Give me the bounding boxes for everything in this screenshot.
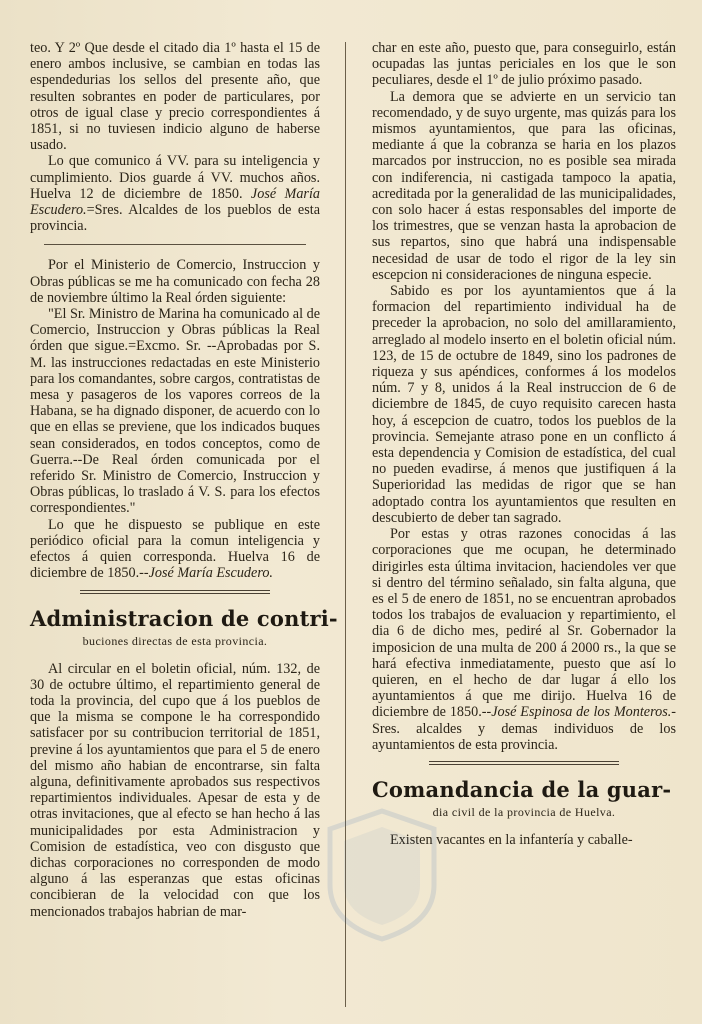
- section-rule: [44, 244, 306, 245]
- paragraph: Por el Ministerio de Comercio, Instruccion y Obras públicas se me ha comunicado con fecha 28 de noviembre último la Real órden siguiente:: [30, 257, 320, 306]
- section-double-rule: [80, 590, 270, 594]
- paragraph: "El Sr. Ministro de Marina ha comunicado al de Comercio, Instruccion y Obras públicas la Real órden que sigue.=Excmo. Sr. --Aprobadas por S. M. las instrucciones redactadas en este Ministerio para los comandantes, sobre cargos, contratistas de mesa y pasageros de los vapores correos de la Habana, se ha dignado disponer, de acuerdo con lo que en ellas se previene, que los indicados buques sean considerados, en todos conceptos, como de Guerra.--De Real órden comunicada por el referido Sr. Ministro de Comercio, Instruccion y Obras públicas, lo traslado á V. S. para los efectos correspondientes.": [30, 306, 320, 517]
- signature: José María Escudero.: [148, 565, 273, 582]
- paragraph-tail: =Sres. Alcaldes de los pueblos de esta provincia.: [30, 202, 320, 235]
- left-column: [30, 40, 338, 920]
- signature: José María Escudero.: [30, 185, 320, 219]
- paragraph: teo. Y 2º Que desde el citado dia 1º hasta el 15 de enero ambos inclusive, se cambian en todas las espendedurias los sellos del presente año, que resulten sobrantes en poder de particulares, por otros de igual clase y precio correspondientes á 1851, si no tuviesen indicio alguno de haberse usado.: [30, 40, 320, 154]
- paragraph: La demora que se advierte en un servicio tan recomendado, y de suyo urgente, mas quizás para los mismos ayuntamientos, que para las oficinas, mediante á que la cobranza se haria en los plazos marcados por instruccion, no es posible sea mirada con indiferencia, ni castigada tampoco la apatia, acreditada por la generalidad de las municipalidades, con solo hacer á estas responsables del importe de los trimestres, que se venzan hasta la aprobacion de sus repartos, sino que habrá una indispensable necesidad de usar de todo el rigor de la ley sin escepcion ni consideraciones de ninguna especie.: [372, 88, 676, 283]
- section-heading: Administracion de contri-: [30, 605, 338, 631]
- paragraph: Sabido es por los ayuntamientos que á la formacion del repartimiento individual ha de preceder la aprobacion, no solo del amillaramiento, arreglado al modelo inserto en el boletin oficial núm. 123, de 15 de octubre de 1849, sino los padrones de riqueza y sus apéndices, conformes á los modelos núm. 7 y 8, unidos á la Real instruccion de 6 de diciembre de 1845, de cuyo requisito carecen hasta hoy, á escepcion de cuatro, todos los pueblos de la provincia. Semejante atraso pone en un conflicto á esta dependencia y Comision de estadística, del cual no pueden evadirse, á menos que justifiquen á la Superioridad las medidas de rigor que se han adoptado contra los ayuntamientos que resulten en descubierto de deber tan sagrado.: [372, 283, 676, 526]
- right-column: [372, 40, 676, 848]
- section-subheading: dia civil de la provincia de Huelva.: [432, 804, 616, 819]
- paragraph-tail: -Sres. alcaldes y demas individuos de los ayuntamientos de esta provincia.: [372, 704, 676, 753]
- paragraph: Al circular en el boletin oficial, núm. 132, de 30 de octubre último, el repartimiento general de toda la provincia, del cupo que á los pueblos de que la misma se compone le ha correspondido satisfacer por su contribucion territorial de 1851, previne á los ayuntamientos que para el 5 de enero del mismo año habian de encontrarse, sin falta alguna, definitivamente aprobados sus respectivos repartimientos individuales. Apesar de esta y de otras invitaciones, que al efecto se han hecho á las municipalidades por esta Administracion y Comision de estadística, veo con disgusto que dichas corporaciones no corresponden de modo alguno á las esperanzas que estas oficinas concibieran de la velocidad con que los mencionados trabajos habrian de mar-: [30, 660, 320, 920]
- section-heading: Comandancia de la guar-: [372, 776, 672, 802]
- paragraph: [30, 517, 320, 582]
- section-subheading: buciones directas de esta provincia.: [82, 633, 268, 648]
- paragraph: char en este año, puesto que, para conseguirlo, están ocupadas las juntas periciales en los que le son peculiares, desde el 1º de julio próximo pasado.: [372, 40, 676, 89]
- paragraph: [30, 153, 320, 234]
- signature: José Espinosa de los Monteros.: [491, 704, 672, 721]
- paragraph-text: Por estas y otras razones conocidas á las corporaciones que me ocupan, he determinado dirigirles esta última invitacion, haciendoles ver que si dentro del término señalado, sin falta alguna, que es el 5 de enero de 1851, no se encuentran aprobados todos los trabajos de evaluacion y repartimiento, el dia 6 de dicho mes, pediré al Sr. Gobernador la imposicion de una multa de 200 á 2000 rs., la que se hará efectiva inmediatamente, puesto que así lo quieren, en el hecho de dar lugar á ello los ayuntamientos á que me dirijo. Huelva 16 de diciembre de 1850.--: [372, 526, 676, 721]
- section-double-rule: [429, 761, 619, 765]
- paragraph-text: Lo que comunico á VV. para su inteligencia y cumplimiento. Dios guarde á VV. muchos años. Huelva 12 de diciembre de 1850.: [30, 153, 320, 202]
- library-stamp-icon: [322, 805, 442, 945]
- paragraph: [372, 526, 676, 753]
- paragraph-text: Lo que he dispuesto se publique en este periódico oficial para la comun inteligencia y efectos á quien corresponda. Huelva 16 de diciembre de 1850.--: [30, 516, 320, 582]
- paragraph: Existen vacantes en la infantería y caballe-: [390, 831, 633, 848]
